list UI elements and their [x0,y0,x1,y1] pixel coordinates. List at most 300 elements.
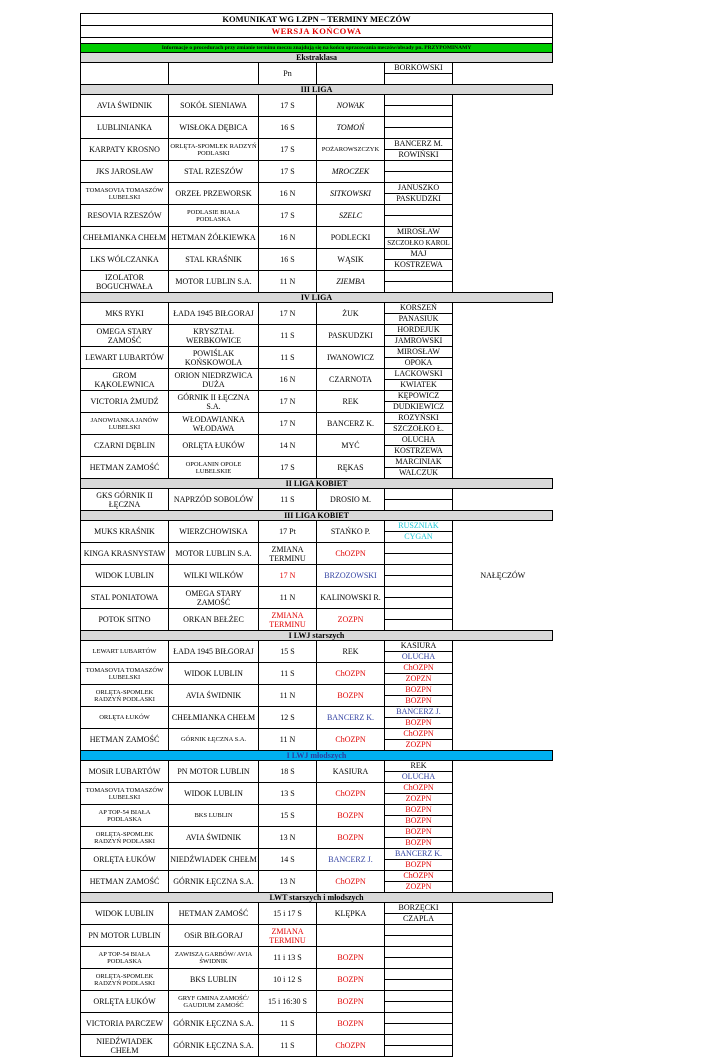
referee [317,63,385,85]
home-team: CZARNI DĘBLIN [81,435,169,457]
assistant-2 [385,553,452,564]
referee: PASKUDZKI [317,325,385,347]
empty-cell [453,663,553,685]
away-team: WIERZCHOWISKA [169,521,259,543]
assistants [385,435,453,457]
empty-cell [453,903,553,925]
assistants [385,227,453,249]
match-row-ekstraklasa [81,63,553,85]
assistant-2: DUDKIEWICZ [385,401,452,412]
assistants [385,827,453,849]
assistant-1 [385,271,452,281]
empty-cell [453,925,553,947]
home-team: AP TOP-54 BIAŁA PODLASKA [81,947,169,969]
info-banner: Informacje o procedurach przy zmianie terminu meczu znajdują się na końcu opracowania meczów/obsady pn. PRZYPOMINAMY [81,44,553,53]
assistant-1: MAJ [410,249,427,258]
match-row [81,183,553,205]
match-row [81,707,553,729]
home-team: WIDOK LUBLIN [81,903,169,925]
away-team: GÓRNIK ŁĘCZNA S.A. [169,729,259,751]
away-team: GÓRNIK ŁĘCZNA S.A. [169,1035,259,1057]
assistant-2: CYGAN [385,531,452,542]
assistants [385,521,453,543]
match-row [81,827,553,849]
assistant-2 [385,597,452,608]
assistant-1: BORZĘCKI [398,903,439,912]
assistant-2: OLUCHA [385,771,452,782]
assistants [385,969,453,991]
match-row [81,947,553,969]
away-team: AVIA ŚWIDNIK [169,685,259,707]
match-row [81,587,553,609]
assistant-1 [385,543,452,553]
assistants [385,685,453,707]
match-row [81,729,553,751]
match-date: 15 i 17 S [259,903,317,925]
referee: ChOZPN [317,871,385,893]
match-date: 17 N [259,565,317,587]
assistant-1: ChOZPN [403,783,434,792]
assistants [385,783,453,805]
assistants [385,641,453,663]
assistant-1: HORDEJUK [397,325,440,334]
assistant-1 [385,161,452,171]
referee: ChOZPN [317,543,385,565]
match-date: 17 S [259,139,317,161]
assistant-1: ChOZPN [403,663,434,672]
empty-cell [453,227,553,249]
referee: DROSIO M. [317,489,385,511]
away-team: POWIŚLAK KOŃSKOWOLA [169,347,259,369]
referee: POŻAROWSZCZYK [317,139,385,161]
home-team: MOSiR LUBARTÓW [81,761,169,783]
assistant-2: OPOKA [385,357,452,368]
assistant-1: KASIURA [400,641,437,650]
empty-cell [453,413,553,435]
assistant-1 [385,565,452,575]
match-row [81,761,553,783]
match-row [81,369,553,391]
match-row [81,457,553,479]
home-team: GKS GÓRNIK II ŁĘCZNA [81,489,169,511]
assistant-1: BOZPN [405,827,432,836]
assistant-1 [385,1013,452,1023]
match-date: 16 N [259,183,317,205]
assistants [385,63,453,85]
assistant-2: KOSTRZEWA [385,445,452,456]
assistant-2 [385,127,452,138]
away-team: ORZEŁ PRZEWORSK [169,183,259,205]
match-date: 17 Pt [259,521,317,543]
assistant-1: MARCINIAK [395,457,442,466]
empty-cell [453,95,553,117]
home-team: HETMAN ZAMOŚĆ [81,457,169,479]
referee: SZELC [317,205,385,227]
match-row [81,347,553,369]
empty-cell [453,435,553,457]
assistants [385,925,453,947]
empty-cell [453,849,553,871]
assistant-2: ZOZPN [385,881,452,892]
home-team: ORLĘTA-SPOMLEK RADZYŃ PODLASKI [81,827,169,849]
assistant-1 [385,489,452,499]
away-team: WILKI WILKÓW [169,565,259,587]
assistants [385,947,453,969]
home-team: MUKS KRAŚNIK [81,521,169,543]
assistant-1: BANCERZ J. [396,707,441,716]
match-row [81,805,553,827]
empty-cell [453,521,553,543]
match-date: 16 S [259,117,317,139]
referee: NOWAK [317,95,385,117]
home-team: JANOWIANKA JANÓW LUBELSKI [81,413,169,435]
match-date: 16 N [259,369,317,391]
assistants [385,489,453,511]
empty-cell [453,205,553,227]
referee: BANCERZ J. [317,849,385,871]
match-row [81,489,553,511]
assistants [385,391,453,413]
assistant-2: PASKUDZKI [385,193,452,204]
empty-cell [453,991,553,1013]
assistant-2 [385,957,452,968]
away-team: NIEDŹWIADEK CHEŁM [169,849,259,871]
home-team: LEWART LUBARTÓW [81,347,169,369]
match-row [81,1035,553,1057]
referee: BANCERZ K. [317,413,385,435]
assistants [385,565,453,587]
empty-cell [453,729,553,751]
match-date: 14 N [259,435,317,457]
match-date: 11 N [259,587,317,609]
referee: BOZPN [317,805,385,827]
away-team: KRYSZTAŁ WERBKOWICE [169,325,259,347]
away-team: ORKAN BEŁŻEC [169,609,259,631]
assistant-1 [385,609,452,619]
home-team: CHEŁMIANKA CHEŁM [81,227,169,249]
assistant-1: MIROSŁAW [397,347,440,356]
match-date: 17 S [259,161,317,183]
assistant-1: KORSZEŃ [400,303,437,312]
assistant-2 [385,935,452,946]
away-team: OMEGA STARY ZAMOŚĆ [169,587,259,609]
assistant-2 [385,215,452,226]
section-header-iii-liga-kobiet: III LIGA KOBIET [81,511,553,521]
match-row [81,849,553,871]
empty-cell [453,347,553,369]
home-team: VICTORIA PARCZEW [81,1013,169,1035]
match-date: ZMIANA TERMINU [259,609,317,631]
empty-cell [453,783,553,805]
match-date: 13 N [259,827,317,849]
away-team: OPOLANIN OPOLE LUBELSKIE [169,457,259,479]
match-row [81,871,553,893]
empty-cell [453,1035,553,1057]
assistants [385,991,453,1013]
match-row [81,969,553,991]
assistant-2: SZCZOŁKO KAROL [385,237,452,248]
assistant-2: SZCZOŁKO Ł. [385,423,452,434]
assistant-1: BANCERZ M. [394,139,443,148]
empty-cell [453,249,553,271]
assistant-1: BOZPN [405,685,432,694]
referee: ChOZPN [317,783,385,805]
home-team: PN MOTOR LUBLIN [81,925,169,947]
assistants [385,729,453,751]
match-date: 11 S [259,325,317,347]
home-team: ORLĘTA ŁUKÓW [81,849,169,871]
referee: BOZPN [317,947,385,969]
referee: REK [317,391,385,413]
assistants [385,183,453,205]
match-row [81,903,553,925]
version-label: WERSJA KOŃCOWA [81,26,553,38]
schedule-sheet [80,13,552,1057]
assistant-2: PANASIUK [385,313,452,324]
away-team: ŁADA 1945 BIŁGORAJ [169,303,259,325]
away-team: ORION NIEDRZWICA DUŻA [169,369,259,391]
referee: ZOZPN [317,609,385,631]
referee: REK [317,641,385,663]
match-date: 12 S [259,707,317,729]
empty-cell [453,609,553,631]
assistant-1: MIROSŁAW [397,227,440,236]
match-date: 17 N [259,303,317,325]
assistants [385,871,453,893]
home-team: AP TOP-54 BIAŁA PODLASKA [81,805,169,827]
match-row [81,521,553,543]
match-date: 11 S [259,663,317,685]
match-date: 15 i 16:30 S [259,991,317,1013]
section-header-i-lwj-starszych: I LWJ starszych [81,631,553,641]
section-header-ekstraklasa: Ekstraklasa [81,53,553,63]
match-date: 18 S [259,761,317,783]
assistant-2: BOZPN [385,717,452,728]
assistant-1 [385,947,452,957]
assistant-1 [385,925,452,935]
match-date: 11 S [259,1013,317,1035]
home-team: ORLĘTA-SPOMLEK RADZYŃ PODLASKI [81,969,169,991]
match-row [81,609,553,631]
away-team: MOTOR LUBLIN S.A. [169,543,259,565]
home-team: HETMAN ZAMOŚĆ [81,729,169,751]
empty-cell [453,947,553,969]
extra-note: NAŁĘCZÓW [480,571,526,580]
empty-cell [453,543,553,565]
assistant-2: KWIATEK [385,379,452,390]
schedule-table [80,13,553,1057]
match-row [81,271,553,293]
home-team: GROM KĄKOLEWNICA [81,369,169,391]
assistants [385,117,453,139]
home-team: KARPATY KROSNO [81,139,169,161]
empty-cell [453,391,553,413]
away-team: ŁADA 1945 BIŁGORAJ [169,641,259,663]
empty-cell [453,303,553,325]
match-date: 11 S [259,347,317,369]
away-team: SOKÓŁ SIENIAWA [169,95,259,117]
empty-cell [453,685,553,707]
home-team: HETMAN ZAMOŚĆ [81,871,169,893]
section-header-i-lwj-m-odszych: I LWJ młodszych [81,751,553,761]
empty-cell [453,139,553,161]
home-team: LEWART LUBARTÓW [81,641,169,663]
away-team: ORLĘTA-SPOMLEK RADZYŃ PODLASKI [169,139,259,161]
referee: BOZPN [317,685,385,707]
referee: KLĘPKA [317,903,385,925]
section-header-iii-liga: III LIGA [81,85,553,95]
referee: BANCERZ K. [317,707,385,729]
assistant-1 [385,95,452,105]
assistant-2: CZAPLA [385,913,452,924]
empty-cell [453,161,553,183]
assistant-2 [385,575,452,586]
referee: CZARNOTA [317,369,385,391]
assistant-2: BOZPN [385,837,452,848]
referee: BOZPN [317,1013,385,1035]
home-team: VICTORIA ŻMUDŹ [81,391,169,413]
match-row [81,249,553,271]
assistant-1 [385,205,452,215]
assistants [385,303,453,325]
referee: BRZOZOWSKI [317,565,385,587]
assistant-2: ZOZPN [385,739,452,750]
match-row [81,783,553,805]
match-date: 17 N [259,391,317,413]
match-row [81,391,553,413]
away-team: ZAWISZA GARBÓW/ AVIA ŚWIDNIK [169,947,259,969]
away-team: BKS LUBLIN [169,969,259,991]
referee: WĄSIK [317,249,385,271]
assistants [385,325,453,347]
assistants [385,663,453,685]
away-team: PODLASIE BIAŁA PODLASKA [169,205,259,227]
match-date: 15 S [259,805,317,827]
match-date: 11 N [259,685,317,707]
assistant-1: LACKOWSKI [394,369,443,378]
assistants [385,609,453,631]
away-team: NAPRZÓD SOBOLÓW [169,489,259,511]
match-row [81,925,553,947]
match-row [81,303,553,325]
home-team: TOMASOVIA TOMASZÓW LUBELSKI [81,183,169,205]
referee: STAŃKO P. [317,521,385,543]
away-team: AVIA ŚWIDNIK [169,827,259,849]
home-team: KINGA KRASNYSTAW [81,543,169,565]
away-team: HETMAN ŻÓŁKIEWKA [169,227,259,249]
assistant-2 [385,499,452,510]
home-team: ORLĘTA ŁUKÓW [81,991,169,1013]
assistant-1: BOZPN [405,805,432,814]
assistant-2 [385,979,452,990]
referee: MYĆ [317,435,385,457]
assistants [385,903,453,925]
assistants [385,271,453,293]
home-team: STAL PONIATOWA [81,587,169,609]
empty-cell [453,587,553,609]
empty-cell [453,827,553,849]
assistant-1 [385,991,452,1001]
document-title: KOMUNIKAT WG LZPN – TERMINY MECZÓW [81,14,553,26]
match-row [81,161,553,183]
assistant-1: KĘPOWICZ [397,391,440,400]
home-team: TOMASOVIA TOMASZÓW LUBELSKI [81,783,169,805]
match-row [81,565,553,587]
referee: MROCZEK [317,161,385,183]
match-row [81,205,553,227]
match-date: 16 S [259,249,317,271]
empty-cell [453,805,553,827]
match-row [81,685,553,707]
home-team: ORLĘTA-SPOMLEK RADZYŃ PODLASKI [81,685,169,707]
referee [317,925,385,947]
match-date: ZMIANA TERMINU [259,543,317,565]
home-team: LKS WÓLCZANKA [81,249,169,271]
match-date: 16 N [259,227,317,249]
section-header-lwt-starszych-i-m-odszych: LWT starszych i młodszych [81,893,553,903]
assistants [385,413,453,435]
referee: ChOZPN [317,663,385,685]
empty-cell [453,117,553,139]
home-team: OMEGA STARY ZAMOŚĆ [81,325,169,347]
empty-cell [453,871,553,893]
assistants [385,1035,453,1057]
assistant-2 [385,105,452,116]
assistants [385,249,453,271]
referee: BOZPN [317,991,385,1013]
assistant-1: REK [410,761,427,770]
referee: ZIEMBA [317,271,385,293]
assistants [385,95,453,117]
assistant-1: RUSZNIAK [398,521,439,530]
match-date: ZMIANA TERMINU [259,925,317,947]
assistant-1 [385,117,452,127]
referee: KALINOWSKI R. [317,587,385,609]
assistant-1 [385,1035,452,1045]
match-row [81,543,553,565]
away-team: OSiR BIŁGORAJ [169,925,259,947]
assistant-2 [385,281,452,292]
assistant-2: BOZPN [385,859,452,870]
home-team: TOMASOVIA TOMASZÓW LUBELSKI [81,663,169,685]
match-date: 17 S [259,95,317,117]
away-team [169,63,259,85]
assistant-2: KOSTRZEWA [385,259,452,270]
home-team: JKS JAROSŁAW [81,161,169,183]
home-team: NIEDŹWIADEK CHEŁM [81,1035,169,1057]
match-date: 13 N [259,871,317,893]
assistants [385,161,453,183]
home-team [81,63,169,85]
match-row [81,641,553,663]
home-team: RESOVIA RZESZÓW [81,205,169,227]
section-header-iv-liga: IV LIGA [81,293,553,303]
referee: PODLECKI [317,227,385,249]
match-date: 17 N [259,413,317,435]
referee: IWANOWICZ [317,347,385,369]
match-date: 11 N [259,729,317,751]
assistant-2: ZOZPN [385,793,452,804]
home-team: AVIA ŚWIDNIK [81,95,169,117]
assistant-2 [385,619,452,630]
referee: RĘKAS [317,457,385,479]
section-header-ii-liga-kobiet: II LIGA KOBIET [81,479,553,489]
home-team: MKS RYKI [81,303,169,325]
match-date: 11 S [259,489,317,511]
referee: SITKOWSKI [317,183,385,205]
away-team: STAL KRAŚNIK [169,249,259,271]
referee: TOMOŃ [317,117,385,139]
